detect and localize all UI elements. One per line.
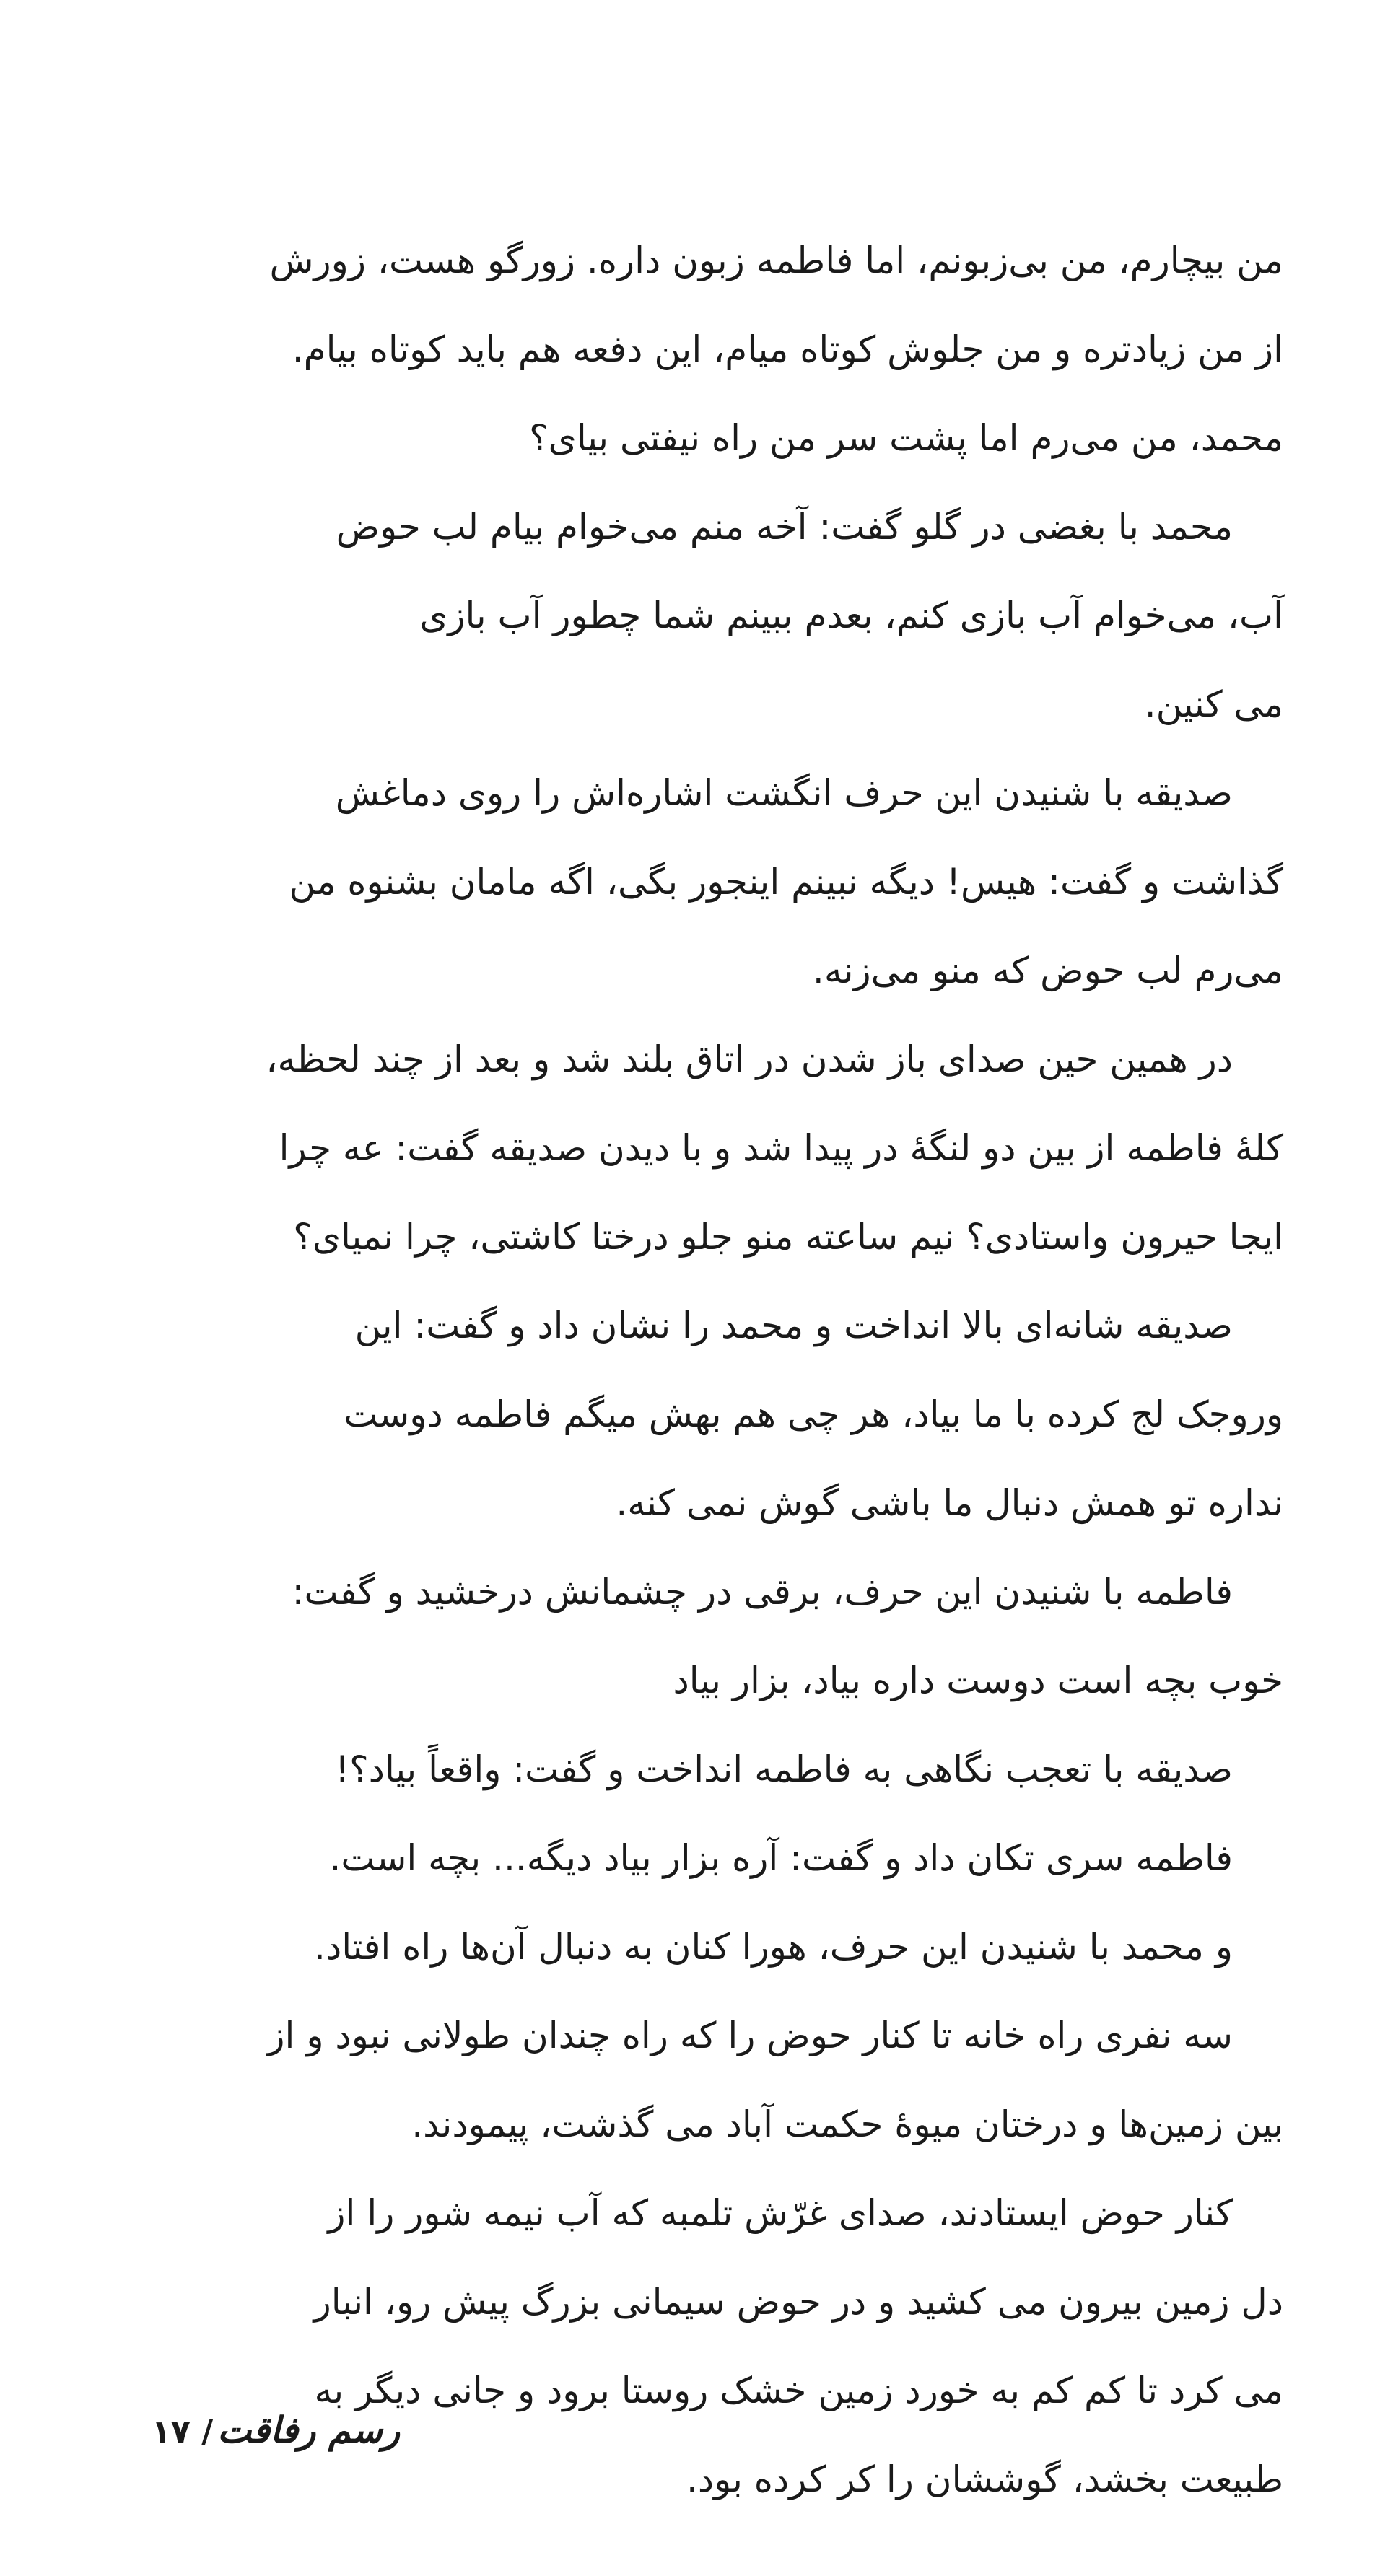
text-line: صدیقه با شنیدن این حرف انگشت اشاره‌اش را روی دماغش: [335, 772, 1233, 814]
text-line: طبیعت بخشد، گوششان را کر کرده بود.: [686, 2458, 1283, 2500]
text-line: محمد، من می‌رم اما پشت سر من راه نیفتی بیای؟: [529, 417, 1283, 459]
text-line: می کرد تا کم کم به خورد زمین خشک روستا برود و جانی دیگر به: [314, 2370, 1283, 2411]
text-line: بین زمین‌ها و درختان میوهٔ حکمت آباد می گذشت، پیمودند.: [411, 2103, 1283, 2145]
text-line: نداره تو همش دنبال ما باشی گوش نمی کنه.: [616, 1482, 1283, 1524]
text-line: آب، می‌خوام آب بازی کنم، بعدم ببینم شما چطور آب بازی: [419, 595, 1283, 636]
text-line: خوب بچه است دوست داره بیاد، بزار بیاد: [673, 1660, 1283, 1701]
text-line: کنار حوض ایستادند، صدای غرّش تلمبه که آب نیمه شور را از: [328, 2192, 1233, 2234]
text-line: از من زیادتره و من جلوش کوتاه میام، این دفعه هم باید کوتاه بیام.: [292, 328, 1283, 370]
paragraph: [165, 1992, 1283, 2169]
text-line: ایجا حیرون واستادی؟ نیم ساعته منو جلو درختا کاشتی، چرا نمیای؟: [293, 1216, 1283, 1258]
text-line: صدیقه شانه‌ای بالا انداخت و محمد را نشان داد و گفت: این: [354, 1305, 1233, 1346]
paragraph: [165, 1282, 1283, 1548]
text-line: فاطمه سری تکان داد و گفت: آره بزار بیاد دیگه... بچه است.: [329, 1837, 1233, 1879]
text-line: و محمد با شنیدن این حرف، هورا کنان به دنبال آن‌ها راه افتاد.: [314, 1926, 1233, 1968]
text-line: در همین حین صدای باز شدن در اتاق بلند شد و بعد از چند لحظه،: [266, 1038, 1233, 1080]
text-line: فاطمه با شنیدن این حرف، برقی در چشمانش درخشید و گفت:: [292, 1571, 1233, 1613]
paragraph: [165, 749, 1283, 1015]
text-line: صدیقه با تعجب نگاهی به فاطمه انداخت و گفت: واقعاً بیاد؟!: [335, 1748, 1233, 1790]
body-text: [165, 216, 1283, 2524]
text-line: گذاشت و گفت: هیس! دیگه نبینم اینجور بگی، اگه مامان بشنوه من: [289, 861, 1283, 903]
text-line: من بیچارم، من بی‌زبونم، اما فاطمه زبون داره. زورگو هست، زورش: [269, 240, 1283, 281]
book-title-logo: رسم رفاقت: [217, 2409, 401, 2451]
paragraph: [165, 2169, 1283, 2524]
paragraph: [165, 1725, 1283, 1814]
text-line: کلهٔ فاطمه از بین دو لنگهٔ در پیدا شد و با دیدن صدیقه گفت: عه چرا: [279, 1127, 1283, 1169]
page-number: / ۱۷: [152, 2414, 214, 2450]
text-line: وروجک لج کرده با ما بیاد، هر چی هم بهش میگم فاطمه دوست: [344, 1393, 1283, 1435]
text-line: محمد با بغضی در گلو گفت: آخه منم می‌خوام بیام لب حوض: [336, 506, 1233, 548]
page-footer: [152, 2409, 400, 2451]
paragraph: [165, 483, 1283, 749]
text-line: سه نفری راه خانه تا کنار حوض را که راه چندان طولانی نبود و از: [267, 2015, 1233, 2056]
text-line: دل زمین بیرون می کشید و در حوض سیمانی بزرگ پیش رو، انبار: [313, 2281, 1283, 2323]
paragraph: [165, 216, 1283, 483]
text-line: می‌رم لب حوض که منو می‌زنه.: [812, 950, 1283, 991]
paragraph: [165, 1814, 1283, 1903]
text-line: می کنین.: [1144, 683, 1283, 725]
paragraph: [165, 1548, 1283, 1725]
paragraph: [165, 1903, 1283, 1992]
paragraph: [165, 1015, 1283, 1282]
